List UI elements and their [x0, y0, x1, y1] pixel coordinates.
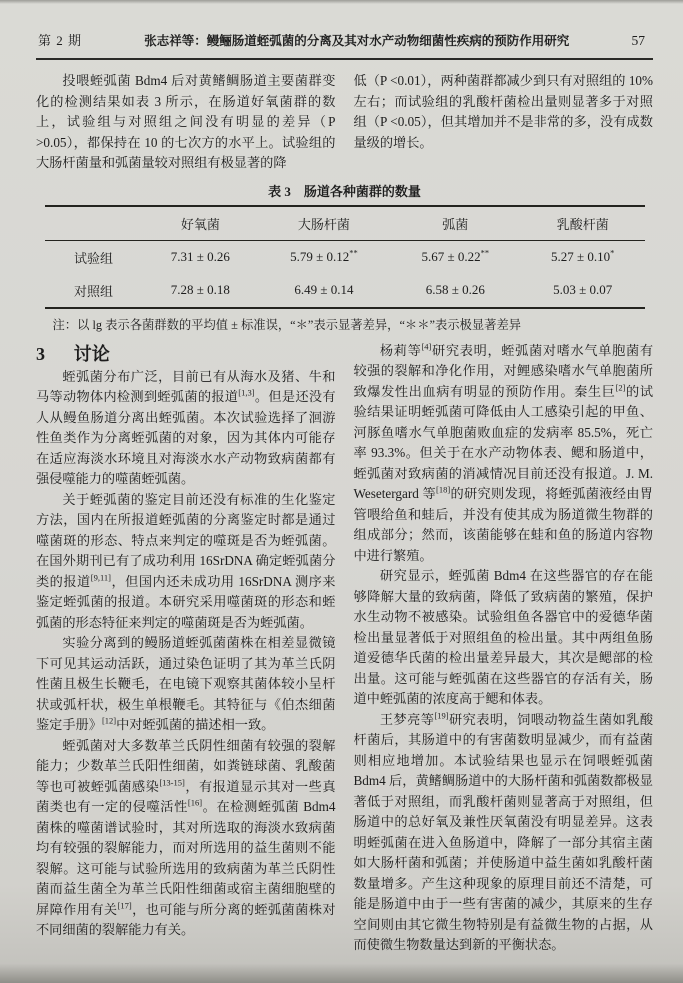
column-header-vibrio: 弧菌	[390, 206, 521, 241]
table-cell: 7.28 ± 0.18	[170, 282, 230, 297]
column-header-blank	[45, 206, 143, 241]
journal-issue: 第 2 期	[38, 33, 83, 48]
discussion-paragraph: 杨莉等[4]研究表明，蛭弧菌对嗜水气单胞菌有较强的裂解和净化作用，对鲤感染嗜水气单胞菌所致爆发性出血病有明显的预防作用。秦生巨[2]的试验结果证明蛭弧菌可降低由人工感染引起的甲鱼、河豚鱼嗜水气单胞菌败血症的发病率 85.5%，死亡率 93.3%。但关于在水产动物体表、鳃和肠道中，蛭弧菌对致病菌的消减情况目前还没有报道。J. M. Wesetergard 等[18]的研究则发现，将蛭弧菌液经由胃管喂给鱼和蛙后，并没有使其成为肠道微生物群的组成部分；然而，该菌能够在蛙和鱼的肠道内容物中进行繁殖。	[353, 341, 654, 563]
table-3-block	[45, 181, 645, 333]
table-note: 注：以 lg 表示各菌群数的平均值 ± 标准误，“＊”表示显著差异，“＊＊”表示极显著差异	[52, 317, 522, 332]
running-title: 张志祥等：鳗鲡肠道蛭弧菌的分离及其对水产动物细菌性疾病的预防作用研究	[144, 34, 570, 48]
table-row	[45, 274, 645, 308]
intro-left-column	[36, 71, 336, 174]
bacteria-count-table	[45, 205, 645, 309]
table-row	[45, 240, 645, 274]
table-header-row	[45, 206, 645, 241]
table-cell: 5.67 ± 0.22**	[421, 247, 490, 264]
table-cell: 5.27 ± 0.10*	[551, 247, 615, 264]
page-number: 57	[631, 33, 645, 48]
section-title: 讨论	[73, 343, 110, 364]
table-cell: 5.79 ± 0.12**	[290, 247, 358, 264]
section-number: 3	[36, 343, 45, 364]
table-cell: 6.49 ± 0.14	[294, 282, 354, 297]
table-cell: 5.03 ± 0.07	[553, 282, 613, 297]
discussion-section	[36, 341, 653, 956]
intro-right-column	[354, 71, 654, 174]
section-heading	[36, 341, 336, 367]
table-cell: 6.58 ± 0.26	[425, 282, 485, 297]
table-caption: 表 3 肠道各种菌群的数量	[268, 183, 421, 199]
intro-paragraph-left: 投喂蛭弧菌 Bdm4 后对黄鳍鲷肠道主要菌群变化的检测结果如表 3 所示，在肠道好氧菌群的数上，试验组与对照组之间没有明显的差异（P >0.05），都保持在 10 的七次方的水平上。试验组的大肠杆菌量和弧菌量较对照组有极显著的降	[36, 73, 336, 170]
table-cell: 7.31 ± 0.26	[170, 249, 230, 264]
discussion-paragraph: 蛭弧菌对大多数革兰氏阴性细菌有较强的裂解能力；少数革兰氏阳性细菌，如粪链球菌、乳酸菌等也可被蛭弧菌感染[13-15]，有报道显示其对一些真菌类也有一定的侵噬活性[16]。在检测蛭弧菌 Bdm4 菌株的噬菌谱试验时，其对所选取的海淡水致病菌均有较强的裂解能力，而对所选用的益生菌则不能裂解。这可能与试验所选用的致病菌为革兰氏阴性菌而益生菌全为革兰氏阳性细菌或宿主菌细胞壁的屏障作用有关[17]，也可能与所分离的蛭弧菌菌株对不同细菌的裂解能力有关。	[36, 737, 336, 937]
row-label: 试验组	[73, 250, 113, 266]
intro-paragraph-right: 低（P <0.01），两种菌群都减少到只有对照组的 10% 左右；而试验组的乳酸杆菌检出量则显著多于对照组（P <0.05），但其增加并不是非常的多，没有成数量级的增长。	[353, 73, 653, 150]
discussion-left-column	[36, 341, 336, 956]
discussion-paragraph: 实验分离到的鳗肠道蛭弧菌菌株在相差显微镜下可见其运动活跃，通过染色证明了其为革兰氏阴性菌且极生长鞭毛，在电镜下观察其菌体较小呈杆状或弧杆状，极生单根鞭毛。其特征与《伯杰细菌鉴定手册》[12]中对蛭弧菌的描述相一致。	[36, 635, 336, 732]
page-header	[36, 24, 653, 60]
intro-section	[36, 71, 653, 174]
discussion-paragraph: 关于蛭弧菌的鉴定目前还没有标准的生化鉴定方法，国内在所报道蛭弧菌的分离鉴定时都是通过噬菌斑的形态、特点来判定的噬斑是否为蛭弧菌。在国外期刊已有了成功利用 16SrDNA 确定蛭弧菌分类的报道[9,11]，但国内还未成功用 16SrDNA 测序来鉴定蛭弧菌的报道。本研究采用噬菌斑的形态和蛭弧菌的形态特征来判定的噬菌斑是否为蛭弧菌。	[36, 491, 336, 630]
column-header-lactobacillus: 乳酸杆菌	[521, 206, 645, 241]
discussion-paragraph: 王梦亮等[19]研究表明，饲喂动物益生菌如乳酸杆菌后，其肠道中的有害菌数明显减少，而有益菌则相应地增加。本试验结果也显示在饲喂蛭弧菌 Bdm4 后，黄鳍鲷肠道中的大肠杆菌和弧菌数都极显著低于对照组，而乳酸杆菌则显著高于对照组，但肠道中的总好氧及兼性厌氧菌没有明显差异。这表明蛭弧菌在进入鱼肠道中，降解了一部分其宿主菌如大肠杆菌和弧菌；并使肠道中益生菌如乳酸杆菌数量增多。产生这种现象的原理目前还不清楚，可能是肠道中由于一些有害菌的减少，其原来的生存空间则由其它微生物特别是有益微生物的占据，从而使微生物数量达到新的平衡状态。	[353, 710, 654, 952]
column-header-ecoli: 大肠杆菌	[258, 206, 389, 241]
discussion-paragraph: 研究显示，蛭弧菌 Bdm4 在这些器官的存在能够降解大量的致病菌，降低了致病菌的繁殖，保护水生动物不被感染。试验组鱼各器官中的爱德华菌检出量显著低于对照组鱼的检出量。其中两组鱼肠道爱德华氏菌的检出量差异最大，其次是鳃部的检出量。这可能与蛭弧菌在这些器官的存活有关，肠道中蛭弧菌的浓度高于鳃和体表。	[353, 568, 653, 706]
row-label: 对照组	[73, 283, 113, 299]
discussion-paragraph: 蛭弧菌分布广泛，目前已有从海水及猪、牛和马等动物体内检测到蛭弧菌的报道[1,3]。但是还没有人从鳗鱼肠道分离出蛭弧菌。本次试验选择了洄游性鱼类作为分离蛭弧菌的对象，因为其体内可能存在适应海淡水环境且对海淡水水产动物致病菌都有强侵噬能力的噬菌蛭弧菌。	[36, 368, 336, 486]
column-header-aerobic: 好氧菌	[143, 206, 259, 241]
discussion-right-column	[354, 341, 654, 956]
